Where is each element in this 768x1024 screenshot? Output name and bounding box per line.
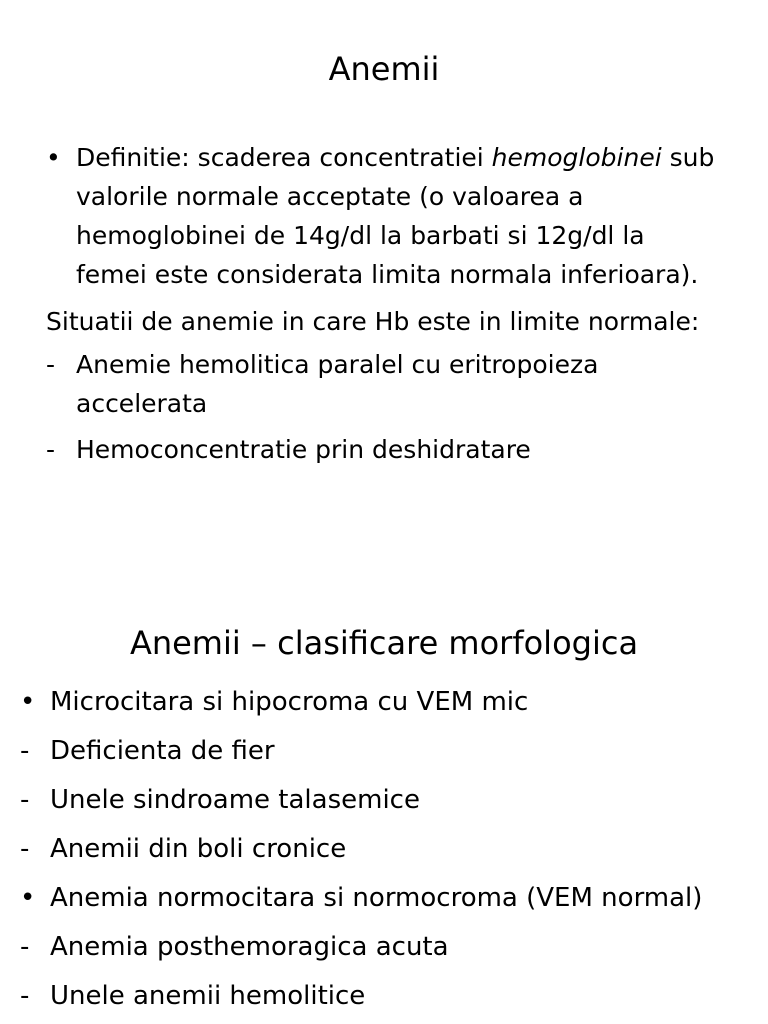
item-3-marker: - — [20, 785, 30, 815]
slide-1-title: Anemii — [328, 50, 440, 88]
item-4-marker: - — [20, 834, 30, 864]
item-2-marker: - — [20, 736, 30, 766]
item-6-text: Anemia posthemoragica acuta — [50, 932, 449, 962]
situations-heading: Situatii de anemie in care Hb este in limite normale: — [46, 307, 700, 336]
item-4-text: Anemii din boli cronice — [50, 834, 347, 864]
item-1-marker: • — [20, 687, 36, 717]
situation-1-line-2: accelerata — [76, 389, 208, 418]
definition-line-1: Definitie: scaderea concentratiei hemoglobinei sub — [76, 143, 715, 172]
item-2-text: Deficienta de fier — [50, 736, 275, 766]
item-3-text: Unele sindroame talasemice — [50, 785, 420, 815]
item-7-marker: - — [20, 981, 30, 1011]
item-5-marker: • — [20, 883, 36, 913]
definition-emphasis: hemoglobinei — [491, 143, 662, 172]
situation-2-line: Hemoconcentratie prin deshidratare — [76, 435, 531, 464]
definition-line-4: femei este considerata limita normala inferioara). — [76, 260, 699, 289]
item-6-marker: - — [20, 932, 30, 962]
slide-2-title: Anemii – clasificare morfologica — [129, 624, 639, 662]
situation-1-marker: - — [46, 350, 56, 379]
situation-2-marker: - — [46, 435, 56, 464]
item-5-text: Anemia normocitara si normocroma (VEM normal) — [50, 883, 703, 913]
definition-bullet: • — [46, 143, 61, 172]
item-7-text: Unele anemii hemolitice — [50, 981, 366, 1011]
definition-line-2: valorile normale acceptate (o valoarea a — [76, 182, 584, 211]
item-1-text: Microcitara si hipocroma cu VEM mic — [50, 687, 529, 717]
definition-line-3: hemoglobinei de 14g/dl la barbati si 12g/dl la — [76, 221, 645, 250]
situation-1-line-1: Anemie hemolitica paralel cu eritropoieza — [76, 350, 599, 379]
